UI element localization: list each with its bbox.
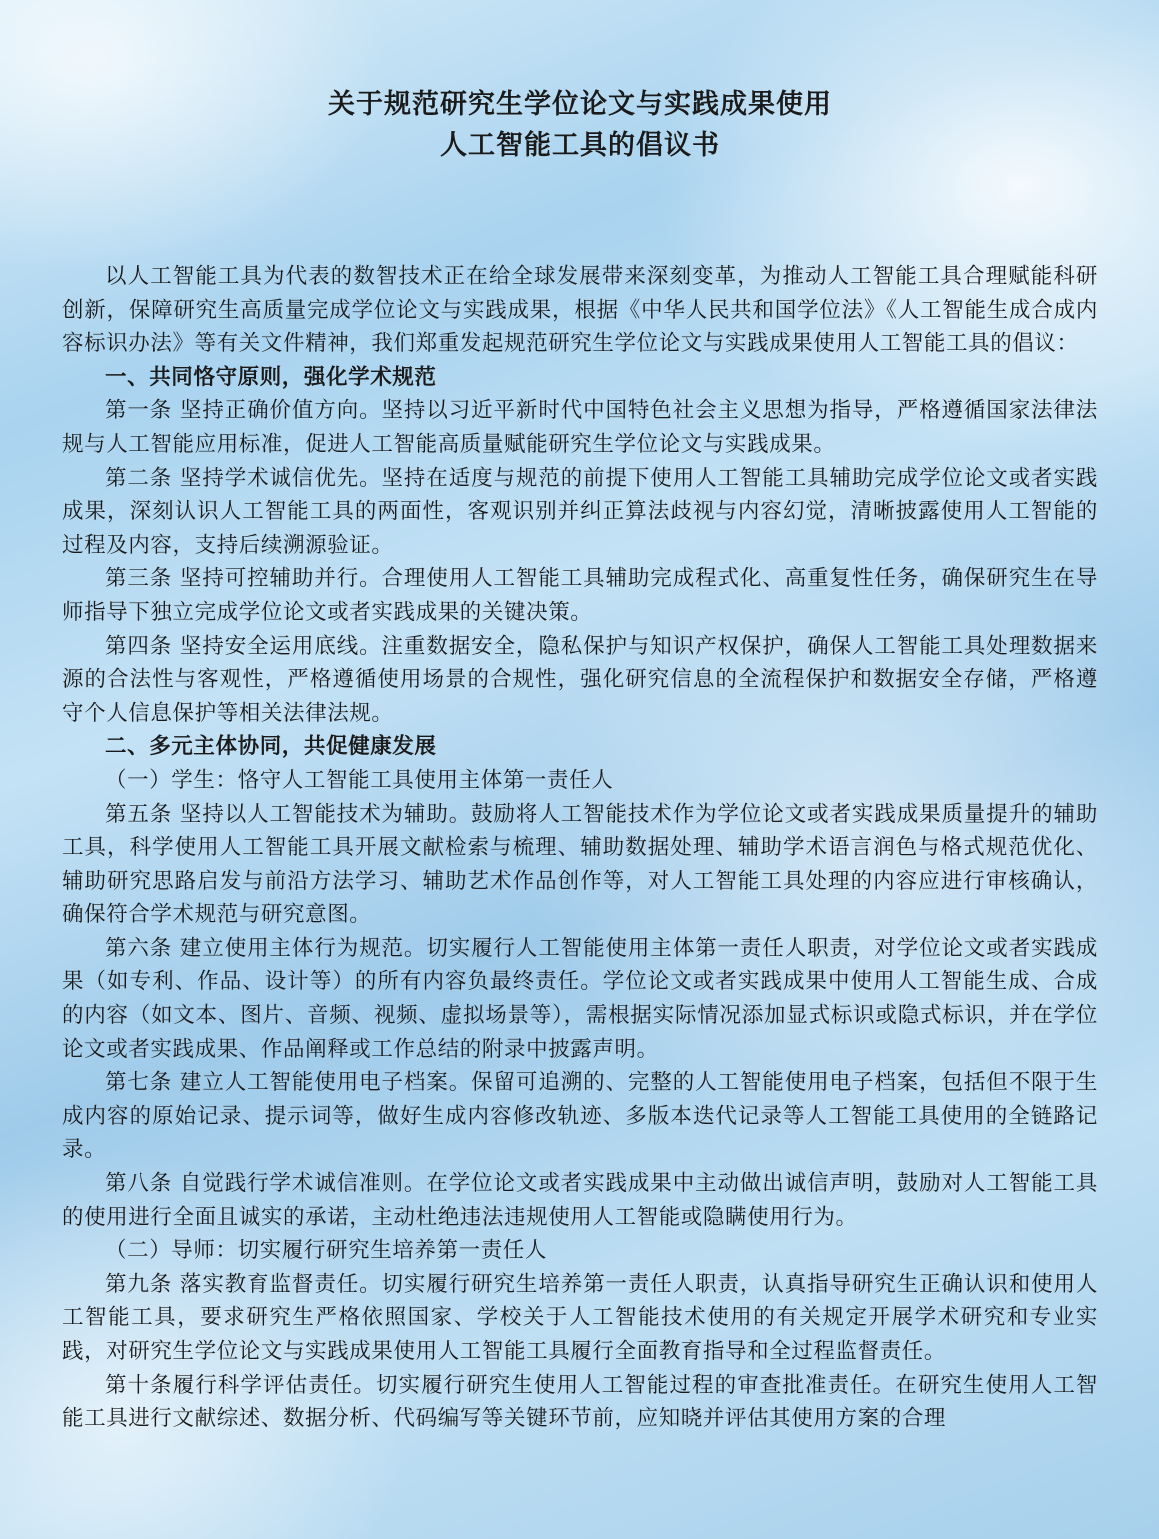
subsection-supervisors: （二）导师：切实履行研究生培养第一责任人 [105,1238,548,1264]
document-page [62,84,1098,1436]
section-2-heading: 二、多元主体协同，共促健康发展 [105,734,437,760]
document-title [62,84,1098,166]
article-3: 第三条 坚持可控辅助并行。合理使用人工智能工具辅助完成程式化、高重复性任务，确保研究生在导师指导下独立完成学位论文或者实践成果的关键决策。 [62,566,1098,625]
article-5: 第五条 坚持以人工智能技术为辅助。鼓励将人工智能技术作为学位论文或者实践成果质量提升的辅助工具，科学使用人工智能工具开展文献检索与梳理、辅助数据处理、辅助学术语言润色与格式规范优化、辅助研究思路启发与前沿方法学习、辅助艺术作品创作等，对人工智能工具处理的内容应进行审核确认，确保符合学术规范与研究意图。 [62,801,1098,928]
article-8: 第八条 自觉践行学术诚信准则。在学位论文或者实践成果中主动做出诚信声明，鼓励对人工智能工具的使用进行全面且诚实的承诺，主动杜绝违法违规使用人工智能或隐瞒使用行为。 [62,1171,1098,1230]
subsection-students: （一）学生：恪守人工智能工具使用主体第一责任人 [105,767,614,793]
document-body [62,260,1098,1436]
article-9: 第九条 落实教育监督责任。切实履行研究生培养第一责任人职责，认真指导研究生正确认识和使用人工智能工具，要求研究生严格依照国家、学校关于人工智能技术使用的有关规定开展学术研究和专业实践，对研究生学位论文与实践成果使用人工智能工具履行全面教育指导和全过程监督责任。 [62,1271,1098,1364]
article-1: 第一条 坚持正确价值方向。坚持以习近平新时代中国特色社会主义思想为指导，严格遵循国家法律法规与人工智能应用标准，促进人工智能高质量赋能研究生学位论文与实践成果。 [62,398,1098,457]
title-line-2: 人工智能工具的倡议书 [440,130,720,161]
title-line-1: 关于规范研究生学位论文与实践成果使用 [328,89,832,120]
article-10: 第十条履行科学评估责任。切实履行研究生使用人工智能过程的审查批准责任。在研究生使用人工智能工具进行文献综述、数据分析、代码编写等关键环节前，应知晓并评估其使用方案的合理 [62,1372,1098,1432]
article-2: 第二条 坚持学术诚信优先。坚持在适度与规范的前提下使用人工智能工具辅助完成学位论文或者实践成果，深刻认识人工智能工具的两面性，客观识别并纠正算法歧视与内容幻觉，清晰披露使用人工智能的过程及内容，支持后续溯源验证。 [62,465,1098,558]
article-6: 第六条 建立使用主体行为规范。切实履行人工智能使用主体第一责任人职责，对学位论文或者实践成果（如专利、作品、设计等）的所有内容负最终责任。学位论文或者实践成果中使用人工智能生成、合成的内容（如文本、图片、音频、视频、虚拟场景等），需根据实际情况添加显式标识或隐式标识，并在学位论文或者实践成果、作品阐释或工作总结的附录中披露声明。 [62,935,1098,1062]
article-4: 第四条 坚持安全运用底线。注重数据安全，隐私保护与知识产权保护，确保人工智能工具处理数据来源的合法性与客观性，严格遵循使用场景的合规性，强化研究信息的全流程保护和数据安全存储，严格遵守个人信息保护等相关法律法规。 [62,633,1098,726]
intro-paragraph: 以人工智能工具为代表的数智技术正在给全球发展带来深刻变革，为推动人工智能工具合理赋能科研创新，保障研究生高质量完成学位论文与实践成果，根据《中华人民共和国学位法》《人工智能生成合成内容标识办法》等有关文件精神，我们郑重发起规范研究生学位论文与实践成果使用人工智能工具的倡议： [62,264,1098,357]
article-7: 第七条 建立人工智能使用电子档案。保留可追溯的、完整的人工智能使用电子档案，包括但不限于生成内容的原始记录、提示词等，做好生成内容修改轨迹、多版本迭代记录等人工智能工具使用的全链路记录。 [62,1070,1098,1163]
section-1-heading: 一、共同恪守原则，强化学术规范 [105,364,437,390]
